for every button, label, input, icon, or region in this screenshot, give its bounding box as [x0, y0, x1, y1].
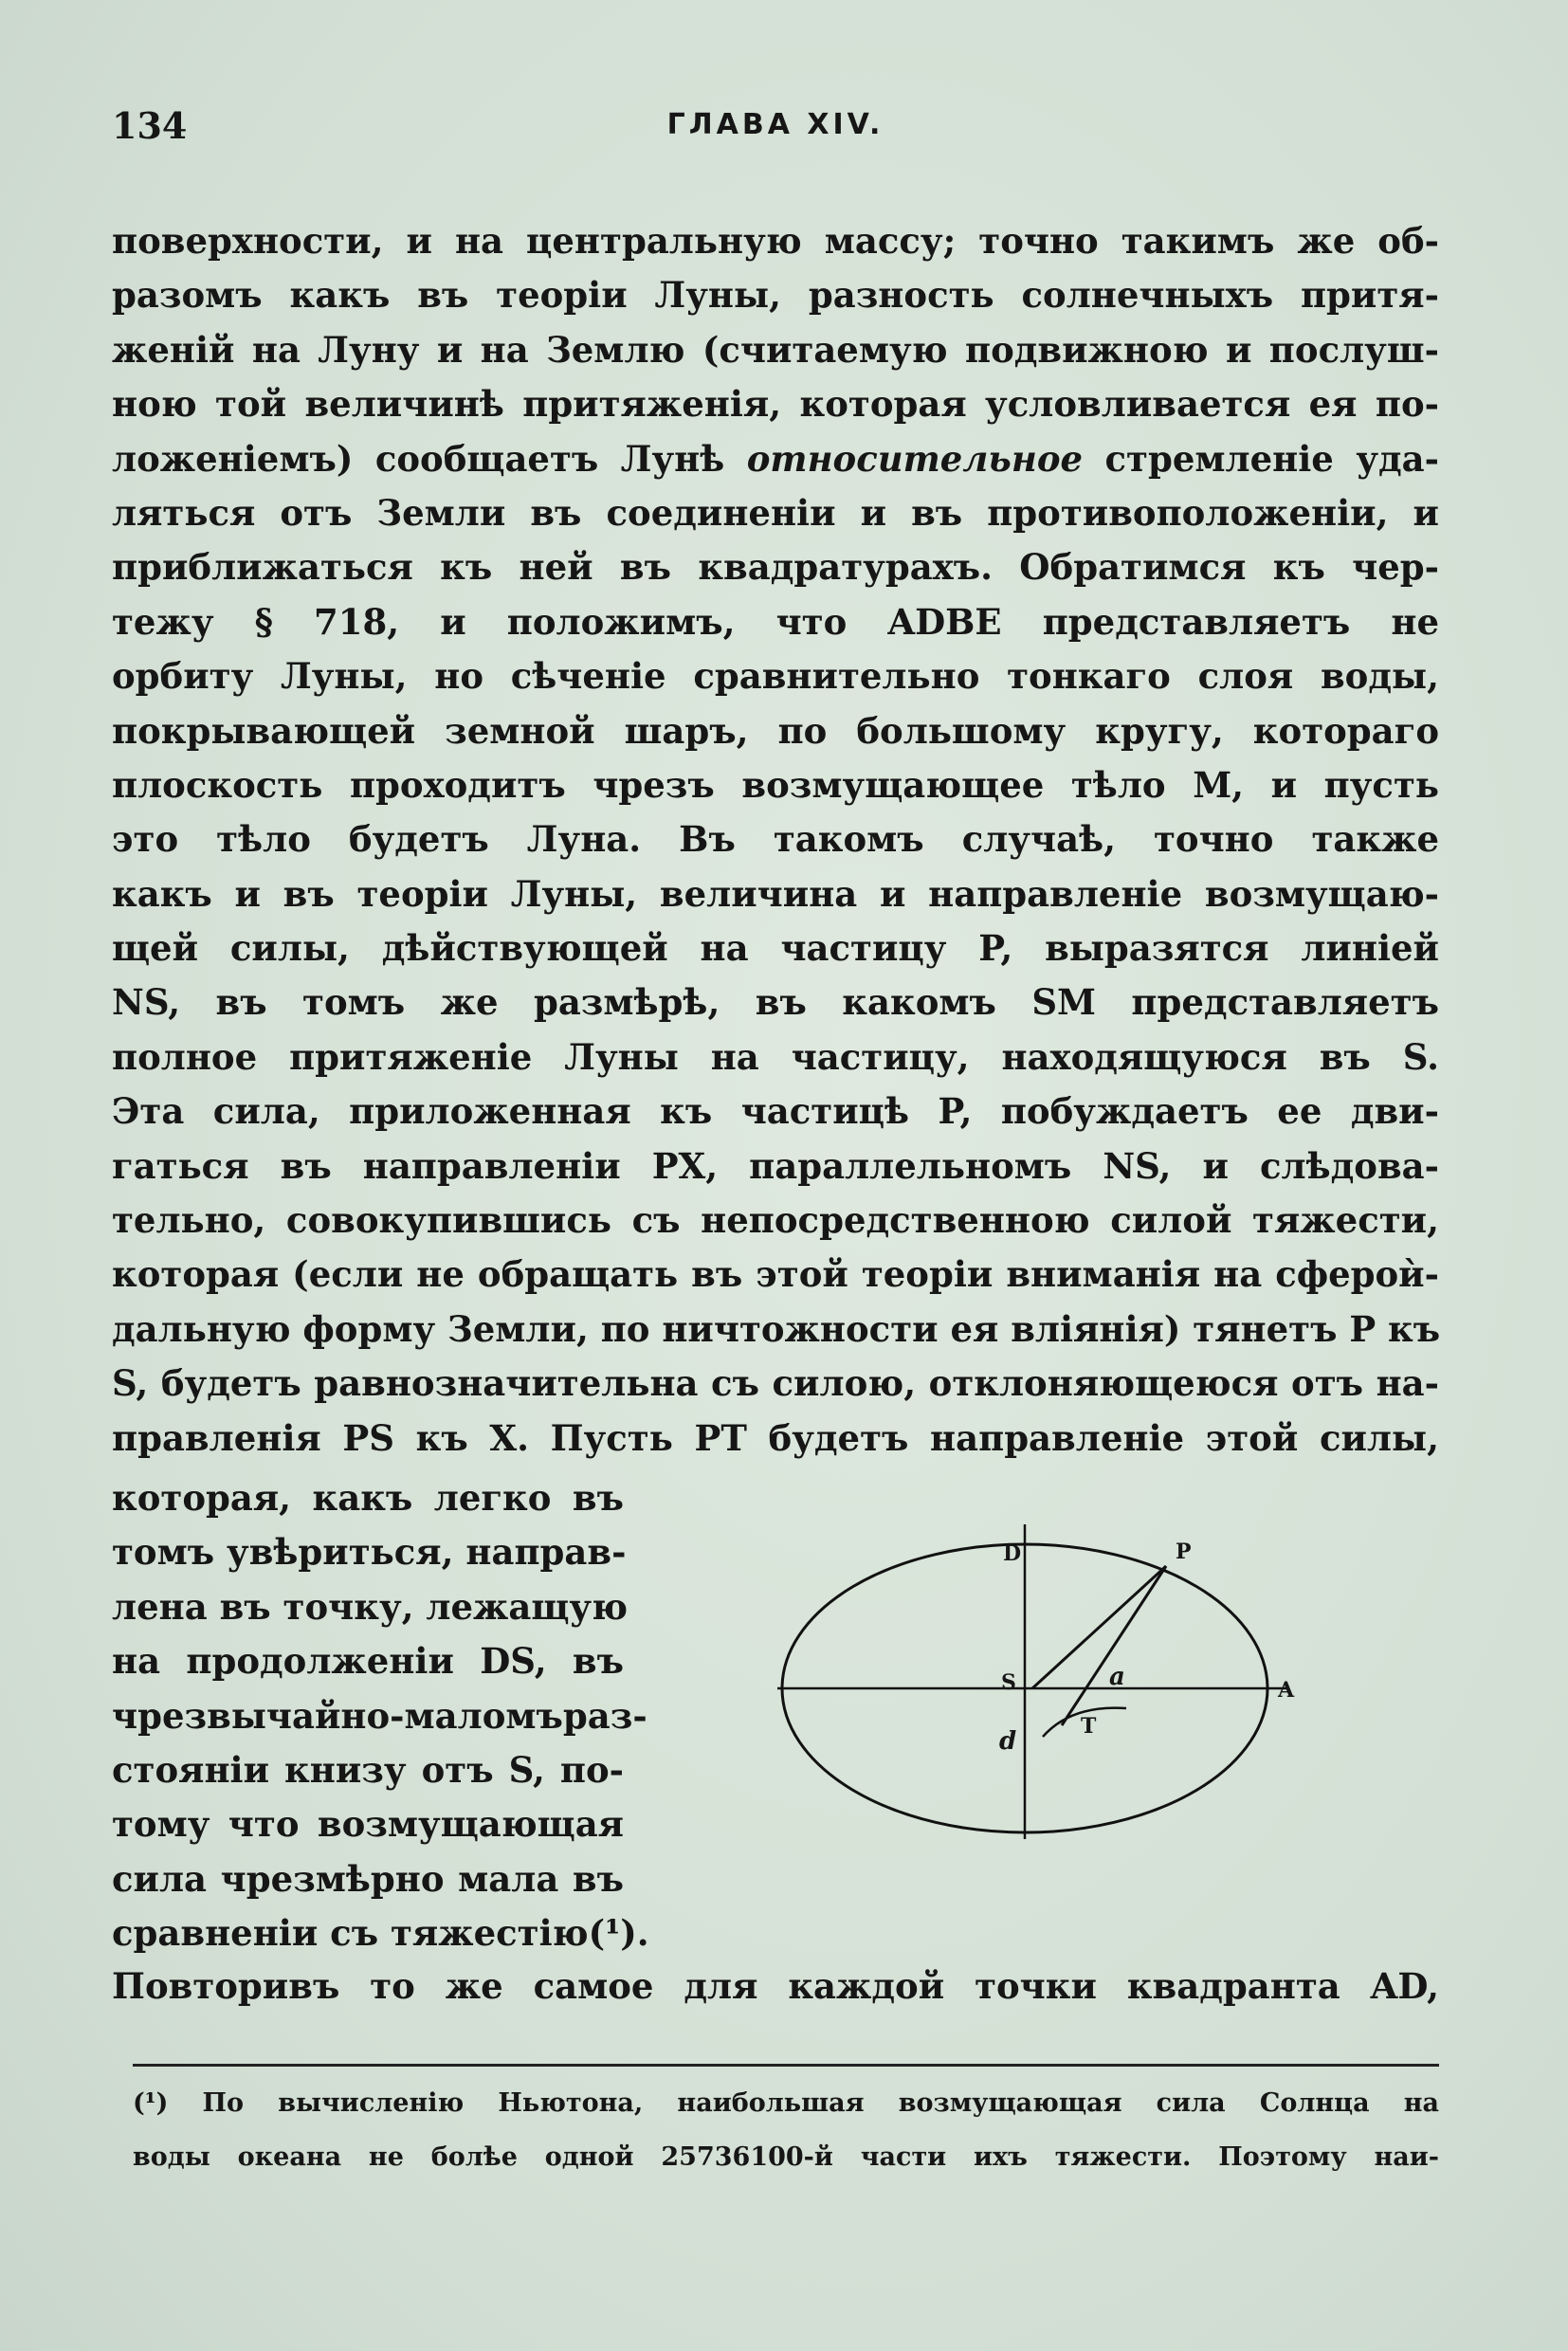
text-line-with-emphasis — [112, 432, 1439, 486]
text-line: сила чрезмѣрно мала въ — [112, 1857, 624, 1900]
label-a: a — [1109, 1663, 1125, 1691]
text-line: правленія PS къ X. Пусть PT будетъ направленіе этой силы, — [112, 1416, 1439, 1459]
diagram-svg — [758, 1517, 1327, 1839]
text-segment: стремленіе уда- — [1104, 437, 1439, 480]
text-line: приближаться къ ней въ квадратурахъ. Обратимся къ чер- — [112, 546, 1439, 589]
label-D: D — [1003, 1541, 1022, 1566]
label-T: T — [1081, 1714, 1097, 1739]
text-line: ляться отъ Земли въ соединеніи и въ противоположеніи, и — [112, 491, 1439, 534]
text-line: дальную форму Земли, по ничтожности ея вліянія) тянетъ P къ — [112, 1307, 1441, 1350]
text-line: плоскость проходитъ чрезъ возмущающее тѣло M, и пусть — [112, 763, 1439, 806]
text-line: томъ увѣриться, направ- — [112, 1531, 627, 1574]
text-line: тежу § 718, и положимъ, что ADBE представляетъ не — [112, 600, 1439, 643]
chapter-title: ГЛАВА XIV. — [666, 108, 884, 141]
text-line: щей силы, дѣйствующей на частицу P, выразятся линіей — [112, 927, 1439, 970]
text-line: тому что возмущающая — [112, 1803, 624, 1846]
text-line: которая (если не обращать въ этой теоріи вниманія на сфероѝ- — [112, 1253, 1439, 1296]
text-line: это тѣло будетъ Луна. Въ такомъ случаѣ, точно также — [112, 818, 1439, 861]
text-line: Повторивъ то же самое для каждой точки квадранта AD, — [112, 1965, 1439, 2007]
text-line: гаться въ направленіи PX, параллельномъ NS, и слѣдова- — [112, 1144, 1439, 1187]
body-text — [112, 214, 1439, 1466]
text-line: S, будетъ равнозначительна съ силою, отклоняющеюся отъ на- — [112, 1362, 1439, 1405]
text-line: лена въ точку, лежащую — [112, 1585, 629, 1628]
text-line: ною той величинѣ притяженія, которая условливается ея по- — [112, 383, 1439, 426]
footnote-divider — [133, 2064, 1439, 2067]
footnote — [133, 2082, 1439, 2191]
text-line: чрезвычайно-маломъраз- — [112, 1694, 647, 1737]
text-line: разомъ какъ въ теоріи Луны, разность солнечныхъ притя- — [112, 274, 1439, 317]
page-number: 134 — [112, 104, 188, 147]
page-header — [112, 104, 1439, 161]
label-P: P — [1176, 1540, 1192, 1564]
emphasized-word: относительное — [746, 437, 1084, 480]
body-text-continued — [112, 1959, 1439, 2014]
text-line: на продолженіи DS, въ — [112, 1640, 624, 1683]
text-segment: ложеніемъ) сообщаетъ Лунѣ — [112, 437, 725, 480]
text-line: сравненіи съ тяжестію(¹). — [112, 1912, 649, 1955]
label-A: A — [1278, 1678, 1295, 1703]
text-line: какъ и въ теоріи Луны, величина и направленіе возмущаю- — [112, 872, 1439, 915]
footnote-line: воды океана не болѣе одной 25736100-й части ихъ тяжести. Поэтому наи- — [133, 2142, 1439, 2173]
text-line: орбиту Луны, но сѣченіе сравнительно тонкаго слоя воды, — [112, 655, 1439, 698]
footnote-line: (¹) По вычисленію Ньютона, наибольшая возмущающая сила Солнца на — [133, 2088, 1439, 2118]
text-line: Эта сила, приложенная къ частицѣ P, побуждаетъ ее дви- — [112, 1090, 1439, 1133]
text-line: покрывающей земной шаръ, по большому кругу, котораго — [112, 709, 1439, 752]
tidal-ellipse-diagram — [758, 1517, 1327, 1839]
text-line: стояніи книзу отъ S, по- — [112, 1748, 624, 1791]
text-line: полное притяженіе Луны на частицу, находящуюся въ S. — [112, 1035, 1439, 1078]
text-line: поверхности, и на центральную массу; точно такимъ же об- — [112, 220, 1439, 262]
text-line: женій на Луну и на Землю (считаемую подвижною и послуш- — [112, 328, 1439, 371]
text-line: которая, какъ легко въ — [112, 1477, 624, 1519]
text-line: тельно, совокупившись съ непосредственною силой тяжести, — [112, 1199, 1439, 1242]
text-line: NS, въ томъ же размѣрѣ, въ какомъ SM представляетъ — [112, 981, 1439, 1024]
text-beside-figure — [112, 1471, 649, 1961]
label-d: d — [999, 1727, 1017, 1756]
label-S: S — [1001, 1670, 1016, 1695]
